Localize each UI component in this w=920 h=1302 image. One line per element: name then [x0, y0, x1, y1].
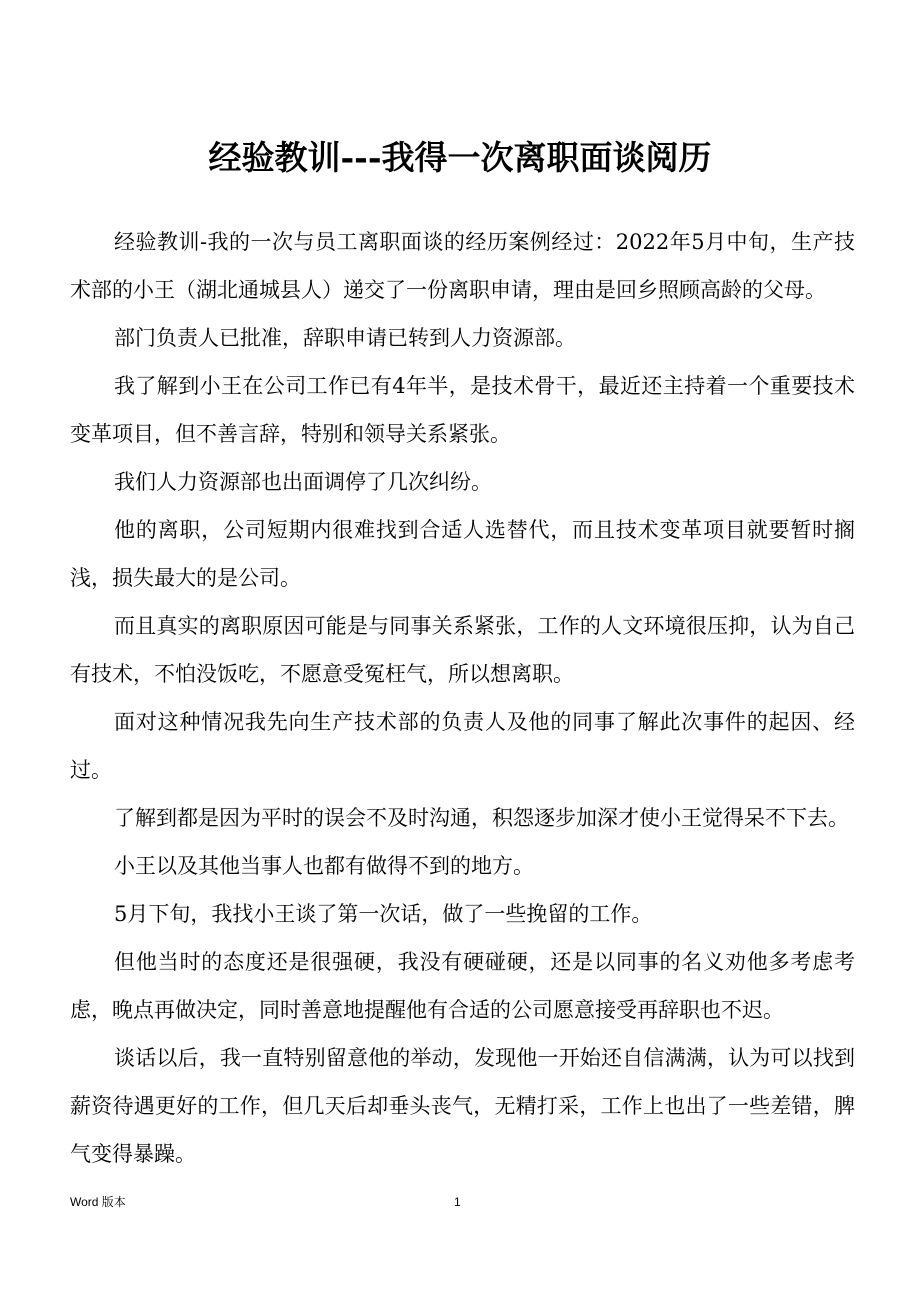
document-body	[70, 218, 855, 1178]
document-title: 经验教训---我得一次离职面谈阅历	[208, 138, 712, 177]
paragraph: 而且真实的离职原因可能是与同事关系紧张，工作的人文环境很压抑，认为自己有技术，不怕没饭吃，不愿意受冤枉气，所以想离职。	[70, 614, 855, 686]
paragraph: 但他当时的态度还是很强硬，我没有硬碰硬，还是以同事的名义劝他多考虑考虑，晚点再做决定，同时善意地提醒他有合适的公司愿意接受再辞职也不迟。	[70, 950, 855, 1022]
paragraph: 部门负责人已批准，辞职申请已转到人力资源部。	[114, 326, 576, 350]
paragraph: 我们人力资源部也出面调停了几次纠纷。	[114, 470, 492, 494]
paragraph: 5月下旬，我找小王谈了第一次话，做了一些挽留的工作。	[114, 902, 653, 926]
footer-version-label: Word 版本	[70, 1195, 126, 1209]
paragraph: 小王以及其他当事人也都有做得不到的地方。	[114, 854, 534, 878]
paragraph: 我了解到小王在公司工作已有4年半，是技术骨干，最近还主持着一个重要技术变革项目，但不善言辞，特别和领导关系紧张。	[70, 374, 855, 446]
paragraph: 面对这种情况我先向生产技术部的负责人及他的同事了解此次事件的起因、经过。	[70, 710, 855, 782]
paragraph: 他的离职，公司短期内很难找到合适人选替代，而且技术变革项目就要暂时搁浅，损失最大的是公司。	[70, 518, 855, 590]
footer-page-number: 1	[454, 1195, 461, 1209]
paragraph: 谈话以后，我一直特别留意他的举动，发现他一开始还自信满满，认为可以找到薪资待遇更好的工作，但几天后却垂头丧气，无精打采，工作上也出了一些差错，脾气变得暴躁。	[70, 1046, 855, 1166]
paragraph: 经验教训-我的一次与员工离职面谈的经历案例经过：2022年5月中旬，生产技术部的小王（湖北通城县人）递交了一份离职申请，理由是回乡照顾高龄的父母。	[70, 230, 855, 302]
paragraph: 了解到都是因为平时的误会不及时沟通，积怨逐步加深才使小王觉得呆不下去。	[114, 806, 849, 830]
